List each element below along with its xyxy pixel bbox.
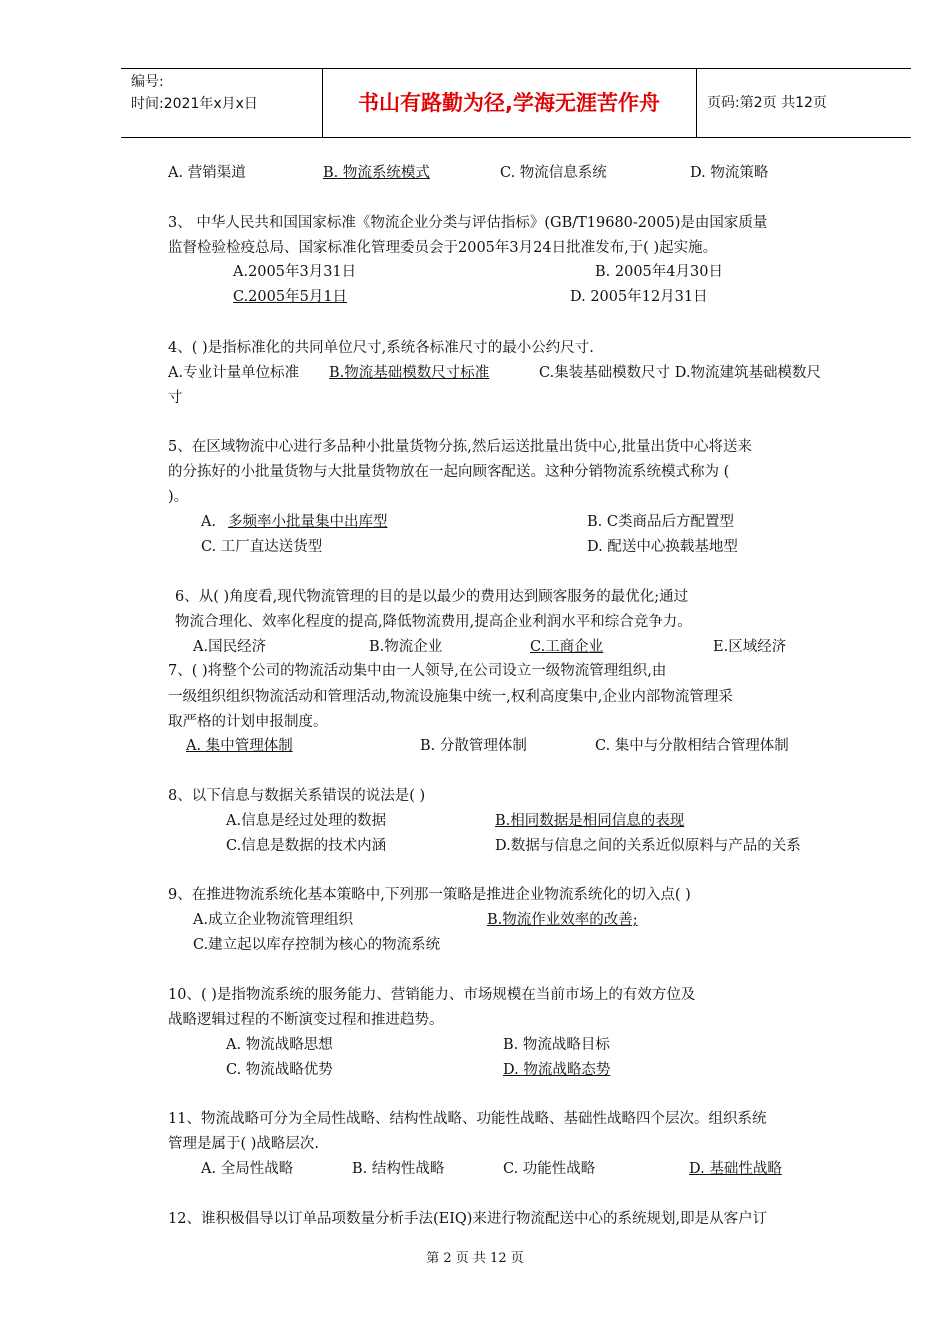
question-text: 4、( )是指标准化的共同单位尺寸,系统各标准尺寸的最小公约尺寸. — [168, 340, 594, 356]
header-meta — [131, 71, 321, 115]
page-number-label: 页码:第2页 共12页 — [707, 95, 827, 111]
option-text: A.信息是经过处理的数据 — [226, 813, 387, 829]
question-text: 7、( )将整个公司的物流活动集中由一人领导,在公司设立一级物流管理组织,由 — [168, 663, 667, 679]
option-text: B.物流企业 — [369, 639, 443, 655]
option-text: A.国民经济 — [193, 639, 267, 655]
option-text: D.数据与信息之间的关系近似原料与产品的关系 — [495, 838, 801, 854]
question-text: 10、( )是指物流系统的服务能力、营销能力、市场规模在当前市场上的有效方位及 — [168, 987, 696, 1003]
question-text: 管理是属于( )战略层次. — [168, 1136, 320, 1152]
question-text: 物流合理化、效率化程度的提高,降低物流费用,提高企业利润水平和综合竞争力。 — [175, 614, 692, 630]
option-text: C.集装基础模数尺寸 D.物流建筑基础模数尺 — [539, 365, 822, 381]
option-text: C. 物流战略优势 — [226, 1062, 333, 1078]
answer-option-text: B.物流基础模数尺寸标准 — [329, 365, 490, 381]
option-text: C. 功能性战略 — [503, 1161, 596, 1177]
option-text: C. 集中与分散相结合管理体制 — [595, 738, 789, 754]
header-divider — [696, 69, 697, 137]
question-text: )。 — [168, 489, 189, 505]
question-text: 取严格的计划申报制度。 — [168, 714, 328, 730]
option-text: A.2005年3月31日 — [233, 264, 357, 280]
question-text: 6、从( )角度看,现代物流管理的目的是以最少的费用达到顾客服务的最优化;通过 — [175, 589, 689, 605]
question-text: 11、物流战略可分为全局性战略、结构性战略、功能性战略、基础性战略四个层次。组织系统 — [168, 1111, 767, 1127]
option-text: A.成立企业物流管理组织 — [193, 912, 354, 928]
question-text: 一级组织组织物流活动和管理活动,物流设施集中统一,权利高度集中,企业内部物流管理采 — [168, 689, 733, 705]
answer-option-text: D. 基础性战略 — [689, 1161, 782, 1177]
option-text: A. 全局性战略 — [201, 1161, 294, 1177]
question-text: 12、谁积极倡导以订单品项数量分析手法(EIQ)来进行物流配送中心的系统规划,即是从客户订 — [168, 1211, 768, 1227]
time-label: 时间:2021年x月x日 — [131, 96, 258, 112]
serial-label: 编号: — [131, 74, 164, 90]
option-text: C.信息是数据的技术内涵 — [226, 838, 387, 854]
answer-option-text: 多频率小批量集中出库型 — [228, 514, 388, 530]
question-text: 8、以下信息与数据关系错误的说法是( ) — [168, 788, 426, 804]
answer-option-text: C.2005年5月1日 — [233, 289, 348, 305]
answer-option-text: A. 集中管理体制 — [186, 738, 293, 754]
page-header — [121, 68, 911, 138]
question-text: 5、在区域物流中心进行多品种小批量货物分拣,然后运送批量出货中心,批量出货中心将送来 — [168, 439, 752, 455]
option-text: C. 工厂直达送货型 — [201, 539, 323, 555]
answer-option-text: C.工商企业 — [530, 639, 604, 655]
question-text: 战略逻辑过程的不断演变过程和推进趋势。 — [168, 1012, 444, 1028]
option-text: C.建立起以库存控制为核心的物流系统 — [193, 937, 441, 953]
option-text: B. 分散管理体制 — [420, 738, 527, 754]
option-text: E.区域经济 — [713, 639, 787, 655]
option-text: D. 配送中心换载基地型 — [587, 539, 738, 555]
option-text: C. 物流信息系统 — [500, 165, 607, 181]
option-text: A. 物流战略思想 — [226, 1037, 333, 1053]
answer-option-text: B. 物流系统模式 — [323, 165, 430, 181]
option-text: D. 物流策略 — [690, 165, 769, 181]
option-text: B. 物流战略目标 — [503, 1037, 610, 1053]
header-motto: 书山有路勤为径,学海无涯苦作舟 — [358, 91, 660, 115]
question-text: 的分拣好的小批量货物与大批量货物放在一起向顾客配送。这种分销物流系统模式称为 ( — [168, 464, 730, 480]
question-text: 寸 — [168, 390, 183, 406]
question-text: 监督检验检疫总局、国家标准化管理委员会于2005年3月24日批准发布,于( )起实施。 — [168, 240, 718, 256]
option-text: B. 结构性战略 — [352, 1161, 445, 1177]
question-text: 3、 中华人民共和国国家标准《物流企业分类与评估指标》(GB/T19680-2005)是由国家质量 — [168, 215, 768, 231]
answer-option-text: B.相同数据是相同信息的表现 — [495, 813, 685, 829]
option-text: A. — [201, 514, 217, 530]
option-text: B. C类商品后方配置型 — [587, 514, 734, 530]
option-text: D. 2005年12月31日 — [570, 289, 708, 305]
answer-option-text: B.物流作业效率的改善; — [487, 912, 638, 928]
answer-option-text: D. 物流战略态势 — [503, 1062, 611, 1078]
page-footer: 第 2 页 共 12 页 — [426, 1251, 524, 1266]
question-text: 9、在推进物流系统化基本策略中,下列那一策略是推进企业物流系统化的切入点( ) — [168, 887, 691, 903]
option-text: B. 2005年4月30日 — [595, 264, 723, 280]
option-text: A. 营销渠道 — [168, 165, 246, 181]
option-text: A.专业计量单位标准 — [168, 365, 300, 381]
